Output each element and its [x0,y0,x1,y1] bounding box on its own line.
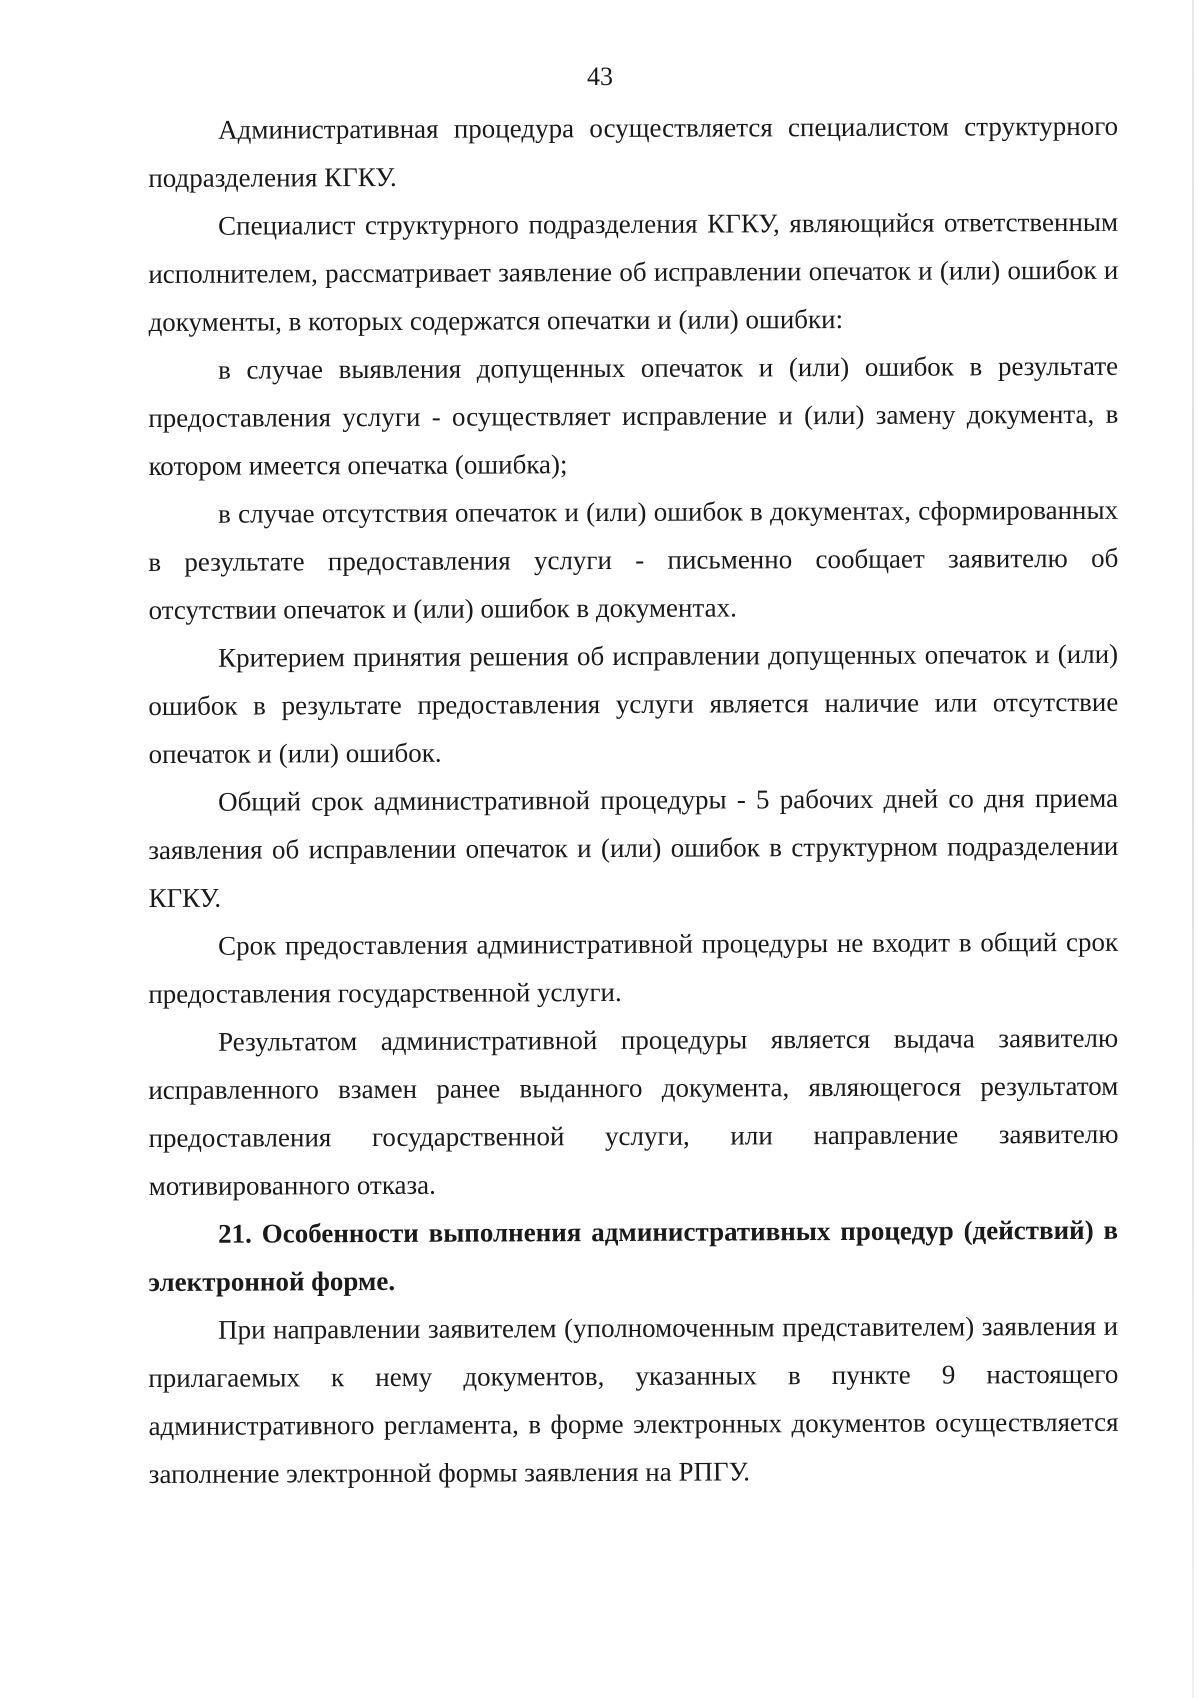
paragraph-procedure-performer: Административная процедура осуществляется специалистом структурного подразделения КГКУ. [148,110,1119,193]
paragraph-procedure-result: Результатом административной процедуры является выдача заявителю исправленного взамен ранее выданного документа, являющегося результатом предоставления государственной услуги, или направление заявителю мотивированного отказа. [148,1022,1119,1201]
paragraph-errors-found: в случае выявления допущенных опечаток и (или) ошибок в результате предоставления услуги - осуществляет исправление и (или) замену документа, в котором имеется опечатка (ошибка); [148,350,1119,481]
paragraph-term-exclusion: Срок предоставления административной процедуры не входит в общий срок предоставления государственной услуги. [148,926,1119,1009]
paragraph-total-term: Общий срок административной процедуры - 5 рабочих дней со дня приема заявления об исправлении опечаток и (или) ошибок в структурном подразделении КГКУ. [148,782,1119,913]
paragraph-decision-criterion: Критерием принятия решения об исправлении допущенных опечаток и (или) ошибок в результате предоставления услуги является наличие или отсутствие опечаток и (или) ошибок. [148,638,1119,769]
scan-edge-shadow [1192,0,1194,1698]
document-body [148,106,1118,1498]
paragraph-electronic-submission: При направлении заявителем (уполномоченным представителем) заявления и прилагаемых к нему документов, указанных в пункте 9 настоящего административного регламента, в форме электронных документов осуществляется заполнение электронной формы заявления на РПГУ. [148,1310,1119,1489]
section-heading: 21. Особенности выполнения административных процедур (действий) в электронной форме. [148,1214,1119,1297]
page-number: 43 [587,62,613,91]
paragraph-specialist-review: Специалист структурного подразделения КГКУ, являющийся ответственным исполнителем, рассматривает заявление об исправлении опечаток и (или) ошибок и документы, в которых содержатся опечатки и (или) ошибки: [148,206,1119,337]
paragraph-no-errors: в случае отсутствия опечаток и (или) ошибок в документах, сформированных в результате предоставления услуги - письменно сообщает заявителю об отсутствии опечаток и (или) ошибок в документах. [148,494,1119,625]
